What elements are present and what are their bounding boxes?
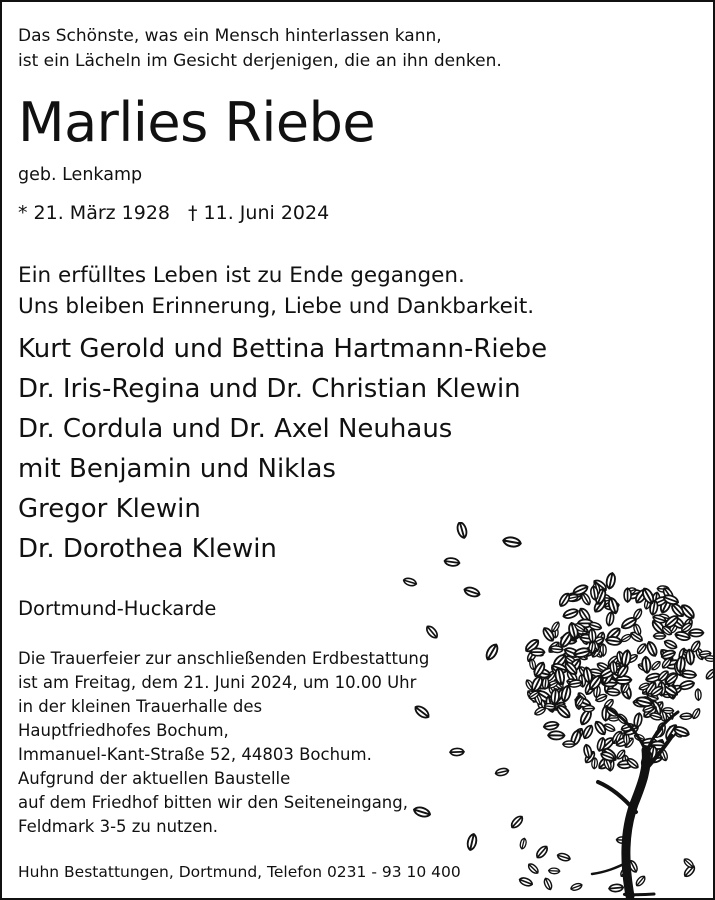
leaf	[650, 660, 662, 672]
leaf	[605, 636, 621, 646]
leaf	[583, 705, 595, 711]
leaf	[450, 748, 464, 756]
leaf	[636, 642, 648, 655]
deceased-name: Marlies Riebe	[18, 91, 376, 154]
leaf	[543, 877, 554, 891]
leaf	[573, 647, 591, 659]
mourner-line: Dr. Cordula und Dr. Axel Neuhaus	[18, 414, 453, 444]
quote-line: Das Schönste, was ein Mensch hinterlassen kann,	[18, 26, 442, 46]
memorial-quote	[18, 24, 502, 74]
details-line: Hauptfriedhofes Bochum,	[18, 721, 229, 740]
leaf	[509, 814, 524, 830]
leaf	[555, 703, 572, 719]
mourner-line: Dr. Iris-Regina und Dr. Christian Klewin	[18, 374, 521, 404]
leaf	[679, 679, 695, 690]
details-line: in der kleinen Trauerhalle des	[18, 697, 263, 716]
leaf	[444, 557, 460, 567]
leaf	[662, 708, 673, 714]
quote-line: ist ein Lächeln im Gesicht derjenigen, die an ihn denken.	[18, 51, 502, 71]
details-line: ist am Freitag, dem 21. Juni 2024, um 10.00 Uhr	[18, 673, 417, 692]
leaf	[484, 642, 500, 661]
leaf	[550, 621, 561, 633]
leaf	[588, 629, 596, 643]
wind-blown-tree-icon	[402, 522, 715, 898]
leaf	[530, 648, 545, 655]
leaf	[413, 704, 431, 720]
mourner-line: mit Benjamin und Niklas	[18, 454, 336, 484]
place-of-residence: Dortmund-Huckarde	[18, 597, 217, 620]
details-line: Die Trauerfeier zur anschließenden Erdbestattung	[18, 649, 430, 668]
leaf	[606, 688, 620, 696]
undertaker-contact: Huhn Bestattungen, Dortmund, Telefon 0231 - 93 10 400	[18, 863, 461, 881]
leaf	[653, 633, 665, 639]
death-date: † 11. Juni 2024	[188, 202, 330, 224]
leaf	[548, 868, 559, 874]
leaf	[562, 607, 579, 620]
leaf	[583, 744, 593, 759]
leaf	[550, 645, 563, 653]
tribute-line: Ein erfülltes Leben ist zu Ende gegangen.	[18, 263, 465, 288]
leaf	[591, 758, 597, 769]
leaf	[695, 689, 701, 701]
leaf	[645, 640, 658, 657]
funeral-details	[18, 647, 429, 839]
leaf	[548, 731, 564, 739]
tribute-line: Uns bleiben Erinnerung, Liebe und Dankbarkeit.	[18, 294, 535, 319]
leaf	[682, 857, 694, 869]
leaf	[609, 884, 624, 892]
leaf	[581, 724, 594, 740]
life-dates	[18, 200, 329, 226]
leaf	[633, 712, 643, 728]
leaf	[519, 838, 527, 850]
leaf	[558, 592, 572, 608]
leaf	[691, 707, 701, 719]
leaf	[621, 650, 632, 668]
leaf	[640, 587, 655, 605]
leaf	[527, 862, 540, 875]
leaf	[413, 806, 431, 819]
leaf	[623, 734, 629, 745]
leaf	[689, 629, 704, 637]
leaf	[466, 833, 478, 851]
details-line: auf dem Friedhof bitten wir den Seiteneingang,	[18, 793, 408, 812]
mourner-line: Gregor Klewin	[18, 494, 201, 524]
leaf	[605, 572, 616, 589]
leaf	[543, 721, 559, 731]
leaf	[518, 876, 533, 887]
leaf	[663, 639, 678, 651]
leaf	[624, 588, 631, 602]
leaf	[606, 612, 615, 627]
leaf	[680, 713, 692, 720]
details-line: Aufgrund der aktuellen Baustelle	[18, 769, 291, 788]
leaf	[463, 586, 481, 598]
mourner-line: Kurt Gerold und Bettina Hartmann-Riebe	[18, 334, 548, 364]
leaf	[635, 875, 647, 888]
leaf	[529, 659, 537, 671]
leaf	[503, 536, 522, 548]
leaf	[456, 522, 468, 539]
details-line: Feldmark 3-5 zu nutzen.	[18, 817, 219, 836]
leaf	[533, 706, 546, 717]
tree-leaves	[403, 522, 715, 892]
leaf	[403, 577, 418, 587]
tribute-text	[18, 260, 534, 322]
leaf	[557, 852, 571, 862]
leaf	[570, 882, 583, 892]
birth-date: * 21. März 1928	[18, 202, 171, 224]
mourner-line: Dr. Dorothea Klewin	[18, 534, 277, 564]
leaf	[563, 741, 575, 747]
leaf	[580, 592, 592, 606]
leaf	[704, 655, 715, 662]
maiden-name: geb. Lenkamp	[18, 165, 143, 185]
leaf	[704, 668, 715, 681]
leaf	[425, 624, 440, 640]
leaf	[593, 720, 608, 737]
leaf	[535, 844, 550, 859]
leaf	[673, 725, 690, 738]
details-line: Immanuel-Kant-Straße 52, 44803 Bochum.	[18, 745, 372, 764]
leaf	[495, 767, 509, 776]
leaf	[607, 597, 619, 615]
